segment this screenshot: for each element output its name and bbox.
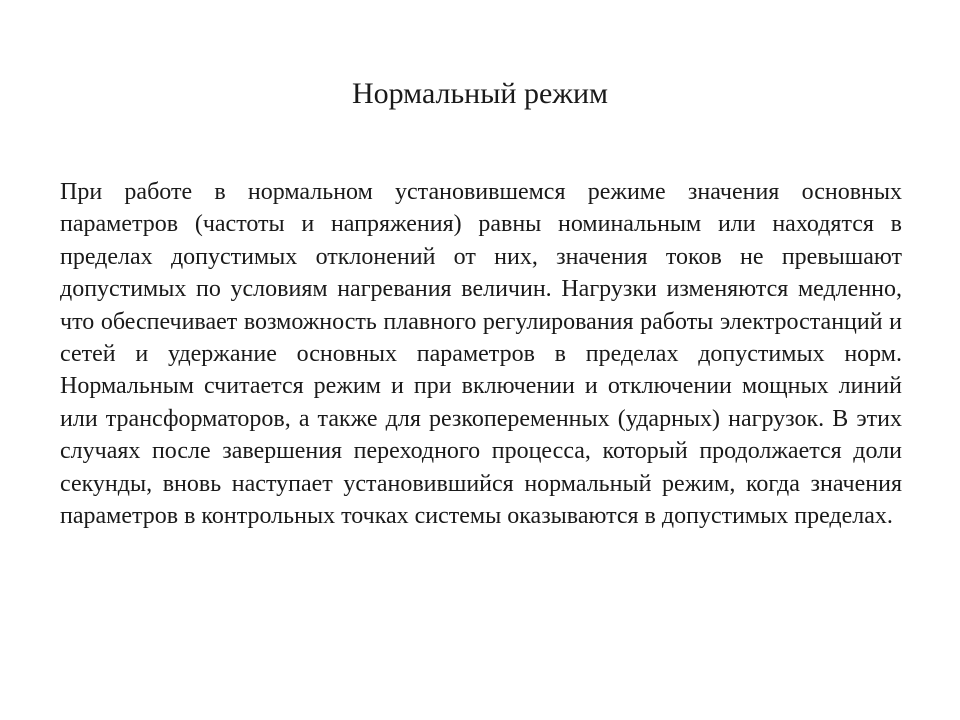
slide-body-paragraph: При работе в нормальном установившемся режиме значения основных параметров (частоты и напряжения) равны номинальным или находятся в пределах допустимых отклонений от них, значения токов не превышают допустимых по условиям нагревания величин. Нагрузки изменяются медленно, что обеспечивает возможность плавного регулирования работы электростанций и сетей и удержание основных параметров в пределах допустимых норм. Нормальным считается режим и при включении и отключении мощных линий или трансформаторов, а также для резкопеременных (ударных) нагрузок. В этих случаях после завершения переходного процесса, который продолжается доли секунды, вновь наступает установившийся нормальный режим, когда значения параметров в контрольных точках системы оказываются в допустимых пределах. — [60, 179, 902, 530]
slide-title: Нормальный режим — [351, 77, 609, 110]
